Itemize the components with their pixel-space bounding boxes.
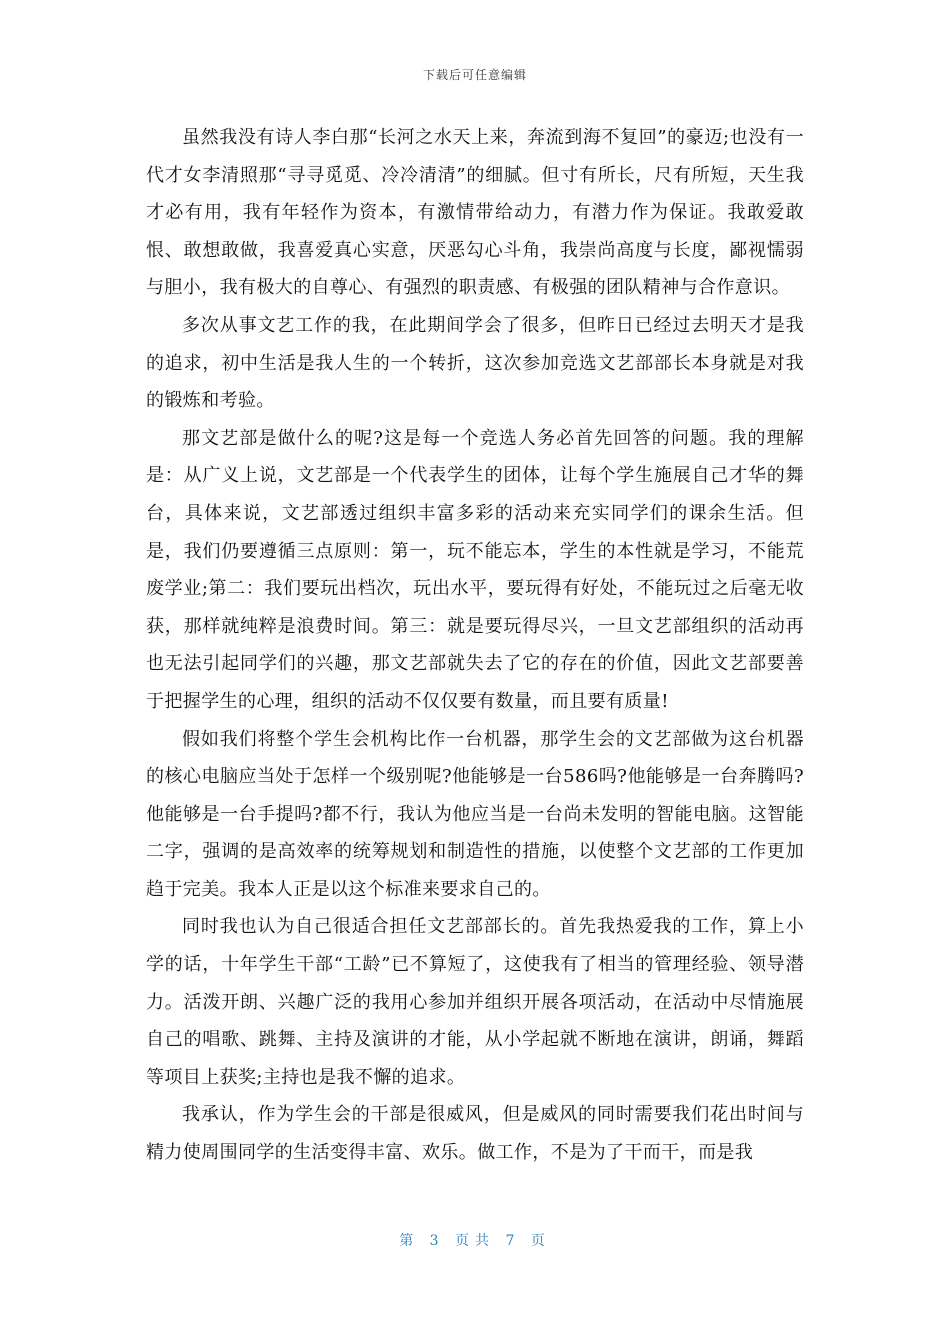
paragraph: 那文艺部是做什么的呢?这是每一个竞选人务必首先回答的问题。我的理解是：从广义上说，文艺部是一个代表学生的团体，让每个学生施展自己才华的舞台，具体来说，文艺部透过组织丰富多彩的活动来充实同学们的课余生活。但是，我们仍要遵循三点原则：第一，玩不能忘本，学生的本性就是学习，不能荒废学业;第二：我们要玩出档次，玩出水平，要玩得有好处，不能玩过之后毫无收获，那样就纯粹是浪费时间。第三：就是要玩得尽兴，一旦文艺部组织的活动再也无法引起同学们的兴趣，那文艺部就失去了它的存在的价值，因此文艺部要善于把握学生的心理，组织的活动不仅仅要有数量，而且要有质量! (146, 427, 804, 712)
paragraph: 虽然我没有诗人李白那“长河之水天上来，奔流到海不复回”的豪迈;也没有一代才女李清照那“寻寻觅觅、冷冷清清”的细腻。但寸有所长，尺有所短，天生我才必有用，我有年轻作为资本，有激情带给动力，有潜力作为保证。我敢爱敢恨、敢想敢做，我喜爱真心实意，厌恶勾心斗角，我崇尚高度与长度，鄙视懦弱与胆小，我有极大的自尊心、有强烈的职责感、有极强的团队精神与合作意识。 (146, 127, 804, 299)
paragraph: 我承认，作为学生会的干部是很威风，但是威风的同时需要我们花出时间与精力使周围同学的生活变得丰富、欢乐。做工作，不是为了干而干，而是我 (146, 1104, 804, 1164)
document-body (146, 119, 804, 1172)
page-header: 下载后可任意编辑 (422, 68, 527, 82)
page-number-footer: 第 3 页共 7 页 (399, 1233, 551, 1249)
paragraph: 多次从事文艺工作的我，在此期间学会了很多，但昨日已经过去明天才是我的追求，初中生活是我人生的一个转折，这次参加竞选文艺部部长本身就是对我的锻炼和考验。 (146, 314, 804, 412)
paragraph: 假如我们将整个学生会机构比作一台机器，那学生会的文艺部做为这台机器的核心电脑应当处于怎样一个级别呢?他能够是一台586吗?他能够是一台奔腾吗?他能够是一台手提吗?都不行，我认为他应当是一台尚未发明的智能电脑。这智能二字，强调的是高效率的统筹规划和制造性的措施，以使整个文艺部的工作更加趋于完美。我本人正是以这个标准来要求自己的。 (146, 728, 804, 900)
paragraph: 同时我也认为自己很适合担任文艺部部长的。首先我热爱我的工作，算上小学的话，十年学生干部“工龄”已不算短了，这使我有了相当的管理经验、领导潜力。活泼开朗、兴趣广泛的我用心参加并组织开展各项活动，在活动中尽情施展自己的唱歌、跳舞、主持及演讲的才能，从小学起就不断地在演讲，朗诵，舞蹈等项目上获奖;主持也是我不懈的追求。 (146, 916, 804, 1088)
